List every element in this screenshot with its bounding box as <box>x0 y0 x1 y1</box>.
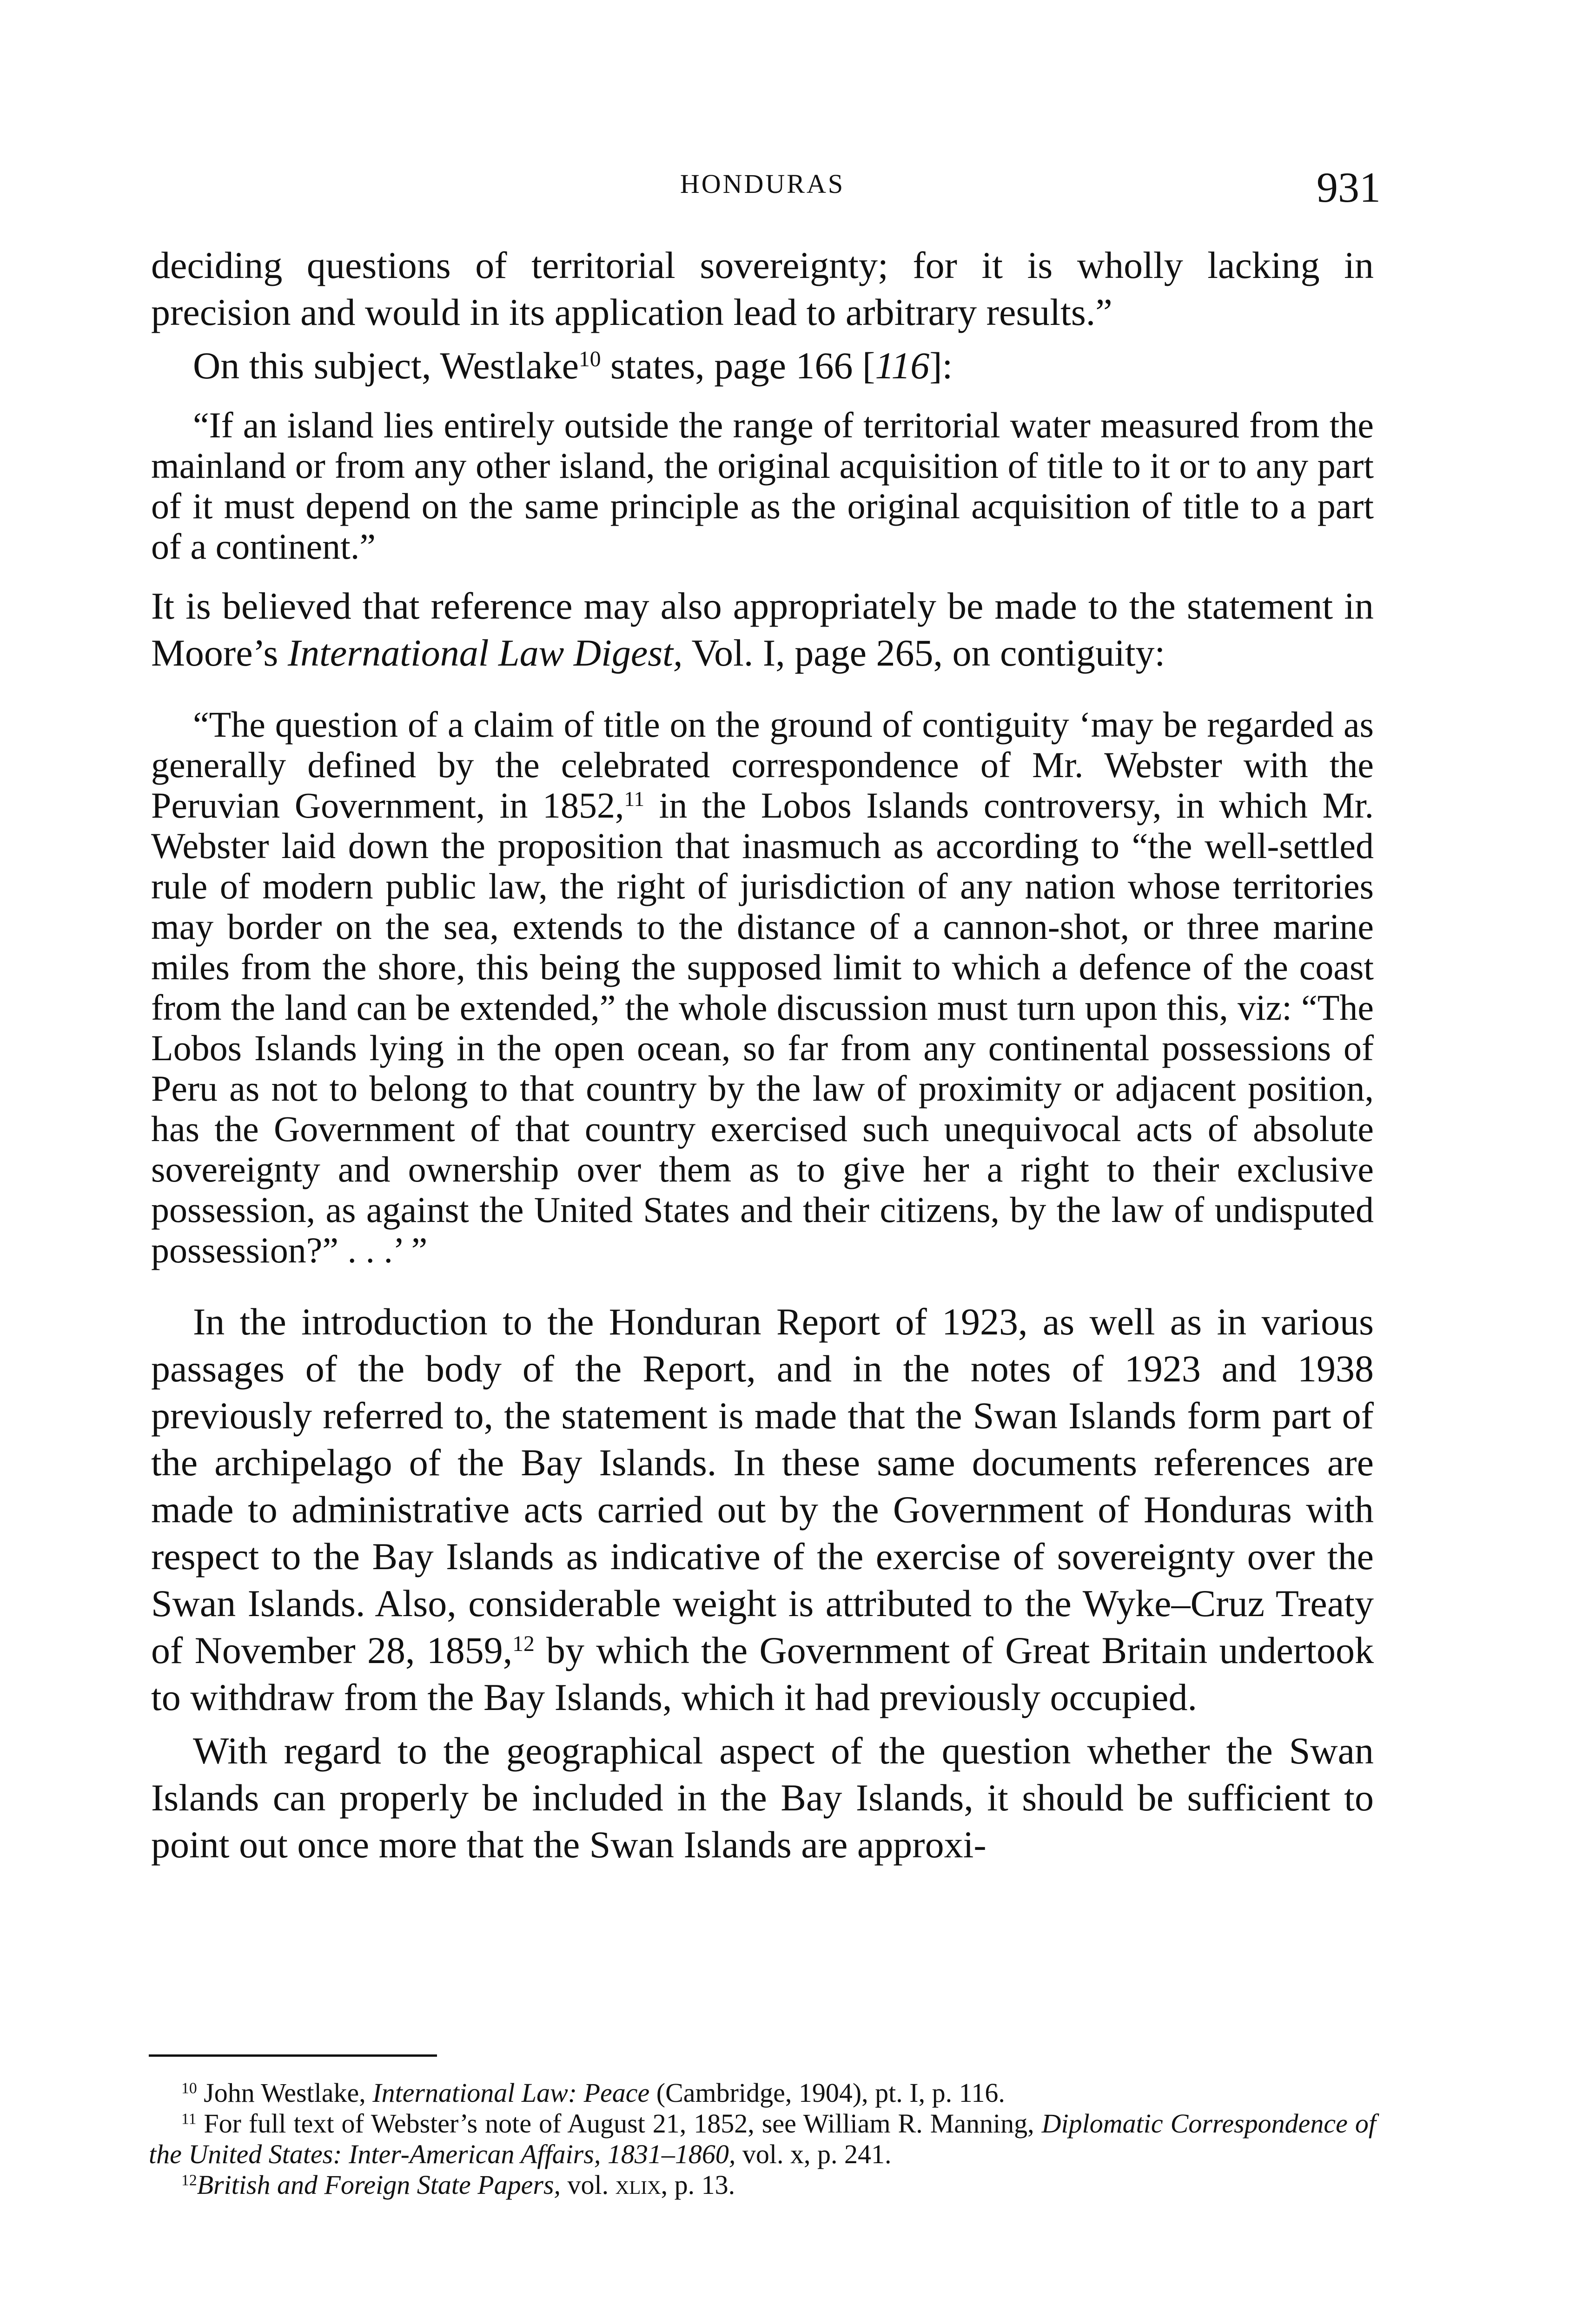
footnote-rule <box>149 2054 437 2057</box>
text-segment: (Cambridge, 1904), pt. I, p. 116. <box>649 2078 1005 2108</box>
paragraph-westlake-intro <box>151 342 1374 389</box>
text-segment: On this subject, Westlake <box>193 344 579 387</box>
text-segment: “The question of a claim of title on the ground of contiguity ‘may be regarded as generally defined by the celebrated correspondence of Mr. Webster with the Peruvian Government, in 1852, <box>151 704 1374 825</box>
text-segment: In the introduction to the Honduran Report of 1923, as well as in various passages of the body of the Report, and in the notes of 1923 and 1938 previously referred to, the statement is made that the Swan Islands form part of the archipelago of the Bay Islands. In these same documents references are made to administrative acts carried out by the Government of Honduras with respect to the Bay Islands as indicative of the exercise of sovereignty over the Swan Islands. Also, considerable weight is attributed to the Wyke–Cruz Treaty of November 28, 1859, <box>151 1301 1374 1671</box>
italic-title: Diplomatic Correspondence of the United States: Inter-American Affairs, 1831–1860, <box>149 2108 1376 2169</box>
footnote-number: 12 <box>181 2172 197 2189</box>
footnote-ref-12: 12 <box>512 1631 535 1656</box>
footnotes <box>149 2078 1376 2200</box>
text-segment: states, page 166 [ <box>601 344 875 387</box>
footnote-number: 10 <box>181 2080 197 2097</box>
italic-title: International Law Digest, <box>287 632 683 674</box>
paragraph-honduran-report <box>151 1298 1374 1721</box>
running-title: HONDURAS <box>680 169 845 199</box>
footnote-10 <box>149 2078 1376 2108</box>
italic-title: International Law: Peace <box>372 2078 650 2108</box>
main-text <box>151 242 1374 1868</box>
page-number: 931 <box>1317 164 1381 211</box>
text-segment: by which the Government of Great Britain undertook to withdraw from the Bay Islands, which it had previously occupied. <box>151 1629 1374 1718</box>
text-segment: vol. x, p. 241. <box>735 2139 892 2169</box>
volume-number: xlix <box>615 2170 661 2200</box>
text-segment: vol. <box>561 2170 616 2200</box>
italic-page-ref: 116 <box>875 344 930 387</box>
footnote-ref-11: 11 <box>624 787 645 811</box>
italic-title: British and Foreign State Papers, <box>197 2170 561 2200</box>
text-segment: For full text of Webster’s note of August 21, 1852, see William R. Manning, <box>196 2108 1042 2139</box>
footnote-number: 11 <box>181 2110 197 2128</box>
block-quote-moore <box>151 704 1374 1270</box>
text-segment: ]: <box>929 344 953 387</box>
footnote-12 <box>149 2170 1376 2200</box>
paragraph-continuation: deciding questions of territorial sovereignty; for it is wholly lacking in precision and would in its application lead to arbitrary results.” <box>151 244 1374 333</box>
text-segment: in the Lobos Islands controversy, in which Mr. Webster laid down the proposition that inasmuch as according to “the well-settled rule of modern public law, the right of jurisdiction of any nation whose territories may border on the sea, extends to the distance of a cannon-shot, or three marine miles from the shore, this being the supposed limit to which a defence of the coast from the land can be extended,” the whole discussion must turn upon this, viz: “The Lobos Islands lying in the open ocean, so far from any continental possessions of Peru as not to belong to that country by the law of proximity or adjacent position, has the Government of that country exercised such unequivocal acts of absolute sovereignty and ownership over them as to give her a right to their exclusive possession, as against the United States and their citizens, by the law of undisputed possession?” . . .’ ” <box>151 785 1374 1270</box>
paragraph-geographical-aspect: With regard to the geographical aspect of the question whether the Swan Islands can properly be included in the Bay Islands, it should be sufficient to point out once more that the Swan Islands are approxi- <box>151 1730 1374 1866</box>
block-quote-westlake: “If an island lies entirely outside the range of territorial water measured from the mainland or from any other island, the original acquisition of title to it or to any part of it must depend on the same principle as the original acquisition of title to a part of a continent.” <box>151 405 1374 567</box>
text-segment: Vol. I, page 265, on contiguity: <box>682 632 1165 674</box>
text-segment: , p. 13. <box>661 2170 735 2200</box>
text-segment: John Westlake, <box>197 2078 373 2108</box>
text-segment: It is believed that reference may also appropriately be made to the statement in Moore’s <box>151 585 1374 674</box>
paragraph-moore-intro <box>151 582 1374 676</box>
footnote-ref-10: 10 <box>578 347 601 371</box>
footnote-11 <box>149 2108 1376 2170</box>
